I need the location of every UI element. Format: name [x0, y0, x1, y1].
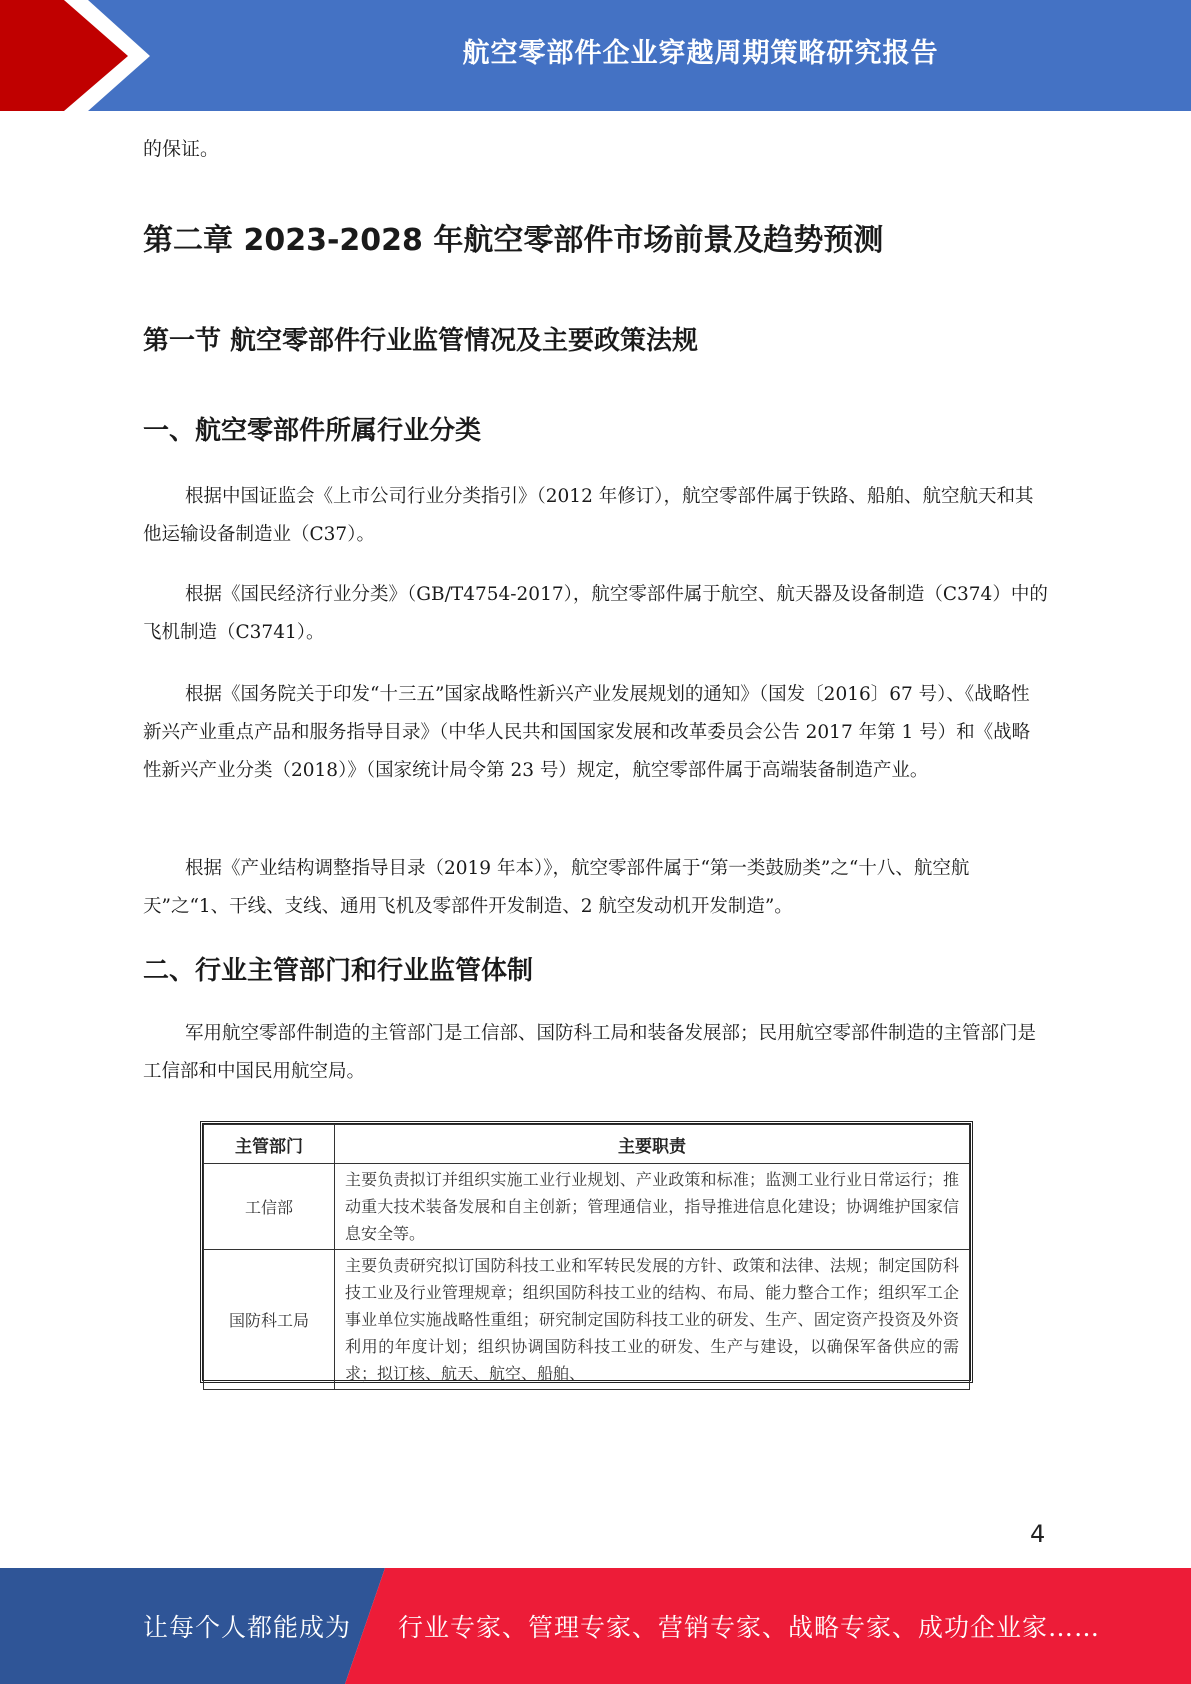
header-chevron-decoration	[0, 0, 150, 111]
table-row	[204, 1250, 970, 1390]
table-cell-desc: 主要负责研究拟订国防科技工业和军转民发展的方针、政策和法律、法规；制定国防科技工业及行业管理规章；组织国防科技工业的结构、布局、能力整合工作；组织军工企事业单位实施战略性重组；研究制定国防科技工业的研发、生产、固定资产投资及外资利用的年度计划；组织协调国防科技工业的研发、生产与建设，以确保军备供应的需求；拟订核、航天、航空、船舶、	[335, 1250, 970, 1390]
paragraph-3: 根据《国务院关于印发“十三五”国家战略性新兴产业发展规划的通知》（国发〔2016〕67 号）、《战略性新兴产业重点产品和服务指导目录》（中华人民共和国国家发展和改革委员会公告 2017 年第 1 号）和《战略性新兴产业分类（2018）》（国家统计局令第 23 号）规定，航空零部件属于高端装备制造产业。	[143, 684, 1031, 781]
footer-slogan-left: 让每个人都能成为	[143, 1613, 352, 1642]
table-cell-dept: 国防科工局	[204, 1250, 335, 1390]
chapter-title: 第二章 2023-2028 年航空零部件市场前景及趋势预测	[143, 223, 884, 258]
footer-slogan-right: 行业专家、管理专家、营销专家、战略专家、成功企业家……	[398, 1613, 1101, 1642]
subsection-title-1: 一、航空零部件所属行业分类	[143, 416, 482, 446]
page-header	[0, 0, 1191, 111]
page-number: 4	[1030, 1520, 1046, 1548]
paragraph-1: 根据中国证监会《上市公司行业分类指引》（2012 年修订），航空零部件属于铁路、船舶、航空航天和其他运输设备制造业（C37）。	[143, 486, 1034, 545]
subsection-title-2: 二、行业主管部门和行业监管体制	[143, 956, 534, 986]
table-header-dept: 主管部门	[204, 1125, 335, 1164]
paragraph-2: 根据《国民经济行业分类》（GB/T4754-2017），航空零部件属于航空、航天器及设备制造（C374）中的飞机制造（C3741）。	[143, 584, 1048, 643]
table-cell-desc: 主要负责拟订并组织实施工业行业规划、产业政策和标准；监测工业行业日常运行；推动重大技术装备发展和自主创新；管理通信业，指导推进信息化建设；协调维护国家信息安全等。	[335, 1164, 970, 1250]
header-title: 航空零部件企业穿越周期策略研究报告	[462, 37, 939, 69]
document-body	[143, 130, 1048, 1082]
section-title: 第一节 航空零部件行业监管情况及主要政策法规	[143, 326, 699, 356]
paragraph-5: 军用航空零部件制造的主管部门是工信部、国防科工局和装备发展部；民用航空零部件制造的主管部门是工信部和中国民用航空局。	[143, 1023, 1037, 1082]
table-header-duty: 主要职责	[335, 1125, 970, 1164]
responsibility-table	[200, 1121, 973, 1383]
table-row	[204, 1164, 970, 1250]
continued-paragraph: 的保证。	[143, 138, 220, 160]
paragraph-4: 根据《产业结构调整指导目录（2019 年本）》，航空零部件属于“第一类鼓励类”之“十八、航空航天”之“1、干线、支线、通用飞机及零部件开发制造、2 航空发动机开发制造”。	[143, 858, 970, 917]
table-cell-dept: 工信部	[204, 1164, 335, 1250]
page-footer	[0, 1568, 1191, 1684]
